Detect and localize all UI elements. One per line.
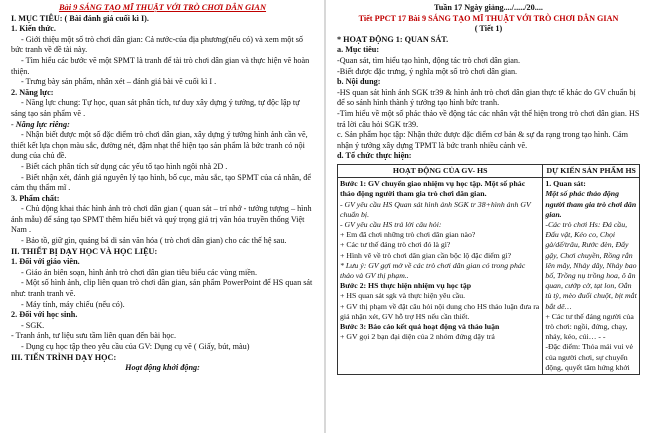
text-line: -Các trò chơi Hs: Đá cầu, Đấu vật, Kéo co, Chọi gà/dế/trâu, Rước đèn, Đẩy gậy, Chơi chuyền, Rồng rắn lên mây, Nhảy dây, Nhảy bao bố, Trồng nụ trồng hoa, ô ăn quan, cướp cờ, tạt lon, Oẳn tù tỳ, mèo đuổi chuột, bịt mắt bắt dê… <box>545 219 637 311</box>
text-line: Một số phác thảo động người tham gia trò chơi dân gian. <box>545 189 637 219</box>
text-line: + HS quan sát sgk và thực hiện yêu cầu. <box>340 291 466 301</box>
right-lines <box>337 35 640 162</box>
text-line: - SGK. <box>21 320 45 330</box>
text-line: b. Nội dung: <box>337 77 381 87</box>
text-line: 1. Kiến thức. <box>11 24 56 34</box>
product-cell <box>543 178 640 375</box>
text-line: 1. Đối với giáo viên. <box>11 257 80 267</box>
text-line: II. THIẾT BỊ DẠY HỌC VÀ HỌC LIỆU: <box>11 246 158 256</box>
text-line: -HS quan sát hình ảnh SGK tr39 & hình ảnh trò chơi dân gian thực tế khác do GV chuẩn bị để so sánh hình thành ý tưởng tạo hình bức tranh. <box>337 87 636 108</box>
table-row <box>338 178 640 375</box>
activity-table <box>337 164 640 375</box>
right-page-content <box>326 0 650 375</box>
lesson-subheading: ( Tiết 1) <box>474 24 503 34</box>
text-line: -Quan sát, tìm hiểu tạo hình, động tác trò chơi dân gian. <box>337 55 521 65</box>
text-line: + Hình vẽ về trò chơi dân gian cần bộc lộ đặc điểm gì? <box>340 250 512 260</box>
text-line: - Chủ động khai thác hình ảnh trò chơi dân gian ( quan sát – trí nhớ - tưởng tượng – hình ảnh mẫu) để sáng tạo SPMT thêm hiểu biết và quý trọng giá trị văn hóa truyền thống Việt Nam . <box>11 204 312 235</box>
text-line: - Biết nhận xét, đánh giá nguyên lý tạo hình, bố cục, màu sắc, tạo SPMT của cá nhân, để cảm thụ thẩm mĩ . <box>11 172 311 193</box>
text-line: 2. Đối với học sinh. <box>11 310 78 320</box>
text-line: - Năng lực riêng: <box>11 119 70 129</box>
text-line: Bước 1: GV chuyển giao nhiệm vụ học tập. Một số phác thảo động người tham gia trò chơi dân gian. <box>340 179 526 199</box>
lesson-title: Bài 9 SÁNG TẠO MĨ THUẬT VỚI TRÒ CHƠI DÂN GIAN <box>58 3 267 12</box>
left-document-page <box>0 0 324 433</box>
text-line: 2. Năng lực: <box>11 87 54 97</box>
right-document-page <box>326 0 650 433</box>
text-line: - Máy tính, máy chiếu (nếu có). <box>21 299 125 309</box>
table-header-product: DỰ KIẾN SẢN PHẨM HS <box>543 164 640 177</box>
text-line: * Lưu ý: GV gợi mở về các trò chơi dân gian có trong phác thảo và GV thị phạm.. <box>340 260 526 280</box>
text-line: - GV yêu cầu HS trả lời câu hỏi: <box>340 219 442 229</box>
text-line: -Tìm hiểu về một số phác thảo về động tác các nhân vật thể hiện trong trò chơi dân gian. HS trả lời câu hỏi SGK tr39. <box>337 108 640 129</box>
text-line: - Biết cách phân tích sử dụng các yếu tố tạo hình ngôi nhà 2D . <box>21 161 228 171</box>
text-line: - Tranh ảnh, tư liệu sưu tầm liên quan đến bài học. <box>11 331 177 341</box>
text-line: - Nhận biết được một số đặc điểm trò chơi dân gian, xây dựng ý tưởng hình ảnh cần vẽ, thiết kết lựa chọn màu sắc, đường nét, đậm nhạt thể hiện tạo sản phẩm là bức tranh có nội dung của chủ đề. <box>11 130 308 161</box>
text-line: Hoạt động khởi động: <box>125 363 200 373</box>
text-line: - Năng lực chung: Tự học, quan sát phân tích, tư duy xây dựng ý tưởng, tự độc lập tự sáng tạo sản phẩm vẽ . <box>11 98 300 118</box>
text-line: d. Tổ chức thực hiện: <box>337 151 412 161</box>
text-line: + GV gọi 2 bạn đại diện của 2 nhóm đứng dậy trả <box>340 332 495 342</box>
text-line: III. TIẾN TRÌNH DẠY HỌC: <box>11 352 117 362</box>
left-page-content <box>0 0 324 374</box>
left-lines <box>11 14 314 374</box>
text-line: - GV yêu cầu HS Quan sát hình ảnh SGK tr 38+hình ảnh GV chuẩn bị. <box>340 199 531 219</box>
table-header-activity: HOẠT ĐỘNG CỦA GV- HS <box>338 164 543 177</box>
text-line: I. MỤC TIÊU: ( Bài đánh giá cuối kì I). <box>11 13 149 23</box>
table-header-row <box>338 164 640 177</box>
text-line: Bước 2: HS thực hiện nhiệm vụ học tập <box>340 281 472 291</box>
text-line: * HOẠT ĐỘNG 1: QUAN SÁT. <box>337 34 449 44</box>
text-line: 3. Phẩm chất: <box>11 193 60 203</box>
text-line: a. Mục tiêu: <box>337 45 380 55</box>
text-line: + Các tư thế đáng người của trò chơi: ngồi, đứng, chạy, nhảy, kéo, cúi… - - <box>545 311 634 342</box>
text-line: c. Sản phẩm học tập: Nhận thức được đặc điểm cơ bản & sự đa rạng trong tạo hình. Cảm nhận ý tưởng xây dựng TPMT là bức tranh nhiều cảnh vẽ. <box>337 130 628 150</box>
text-line: - Giới thiệu một số trò chơi dân gian: Cả nước-của địa phương(nếu có) và xem một số bức tranh về đề tài này. <box>11 34 303 55</box>
text-line: - Bảo tồ, giữ gìn, quảng bá di sản văn hóa ( trò chơi dân gian) cho các thế hệ sau. <box>21 236 287 246</box>
text-line: 1. Quan sát: <box>545 179 586 189</box>
text-line: + Em đã chơi những trò chơi dân gian nào? <box>340 230 476 240</box>
text-line: - Tìm hiểu các bước vẽ một SPMT là tranh để tài trò chơi dân gian và thực hiện vẽ hoàn thiện. <box>11 55 310 76</box>
text-line: + Các tư thế đáng trò chơi đó là gì? <box>340 240 451 250</box>
text-line: + GV thị phạm về đặt câu hỏi nội dung cho HS thảo luận đưa ra giá nhận xét, GV hỗ trợ HS nếu cần thiết. <box>340 301 540 321</box>
lesson-heading: Tiết PPCT 17 Bài 9 SÁNG TẠO MĨ THUẬT VỚI TRÒ CHƠI DÂN GIAN <box>358 13 619 23</box>
week-line: Tuần 17 Ngày giảng..../...../20.... <box>434 3 543 12</box>
text-line: -Đặc điểm: Thỏa mái vui vẻ của người chơi, sự chuyển động, quyết tâm hứng khởi <box>545 342 633 372</box>
text-line: - Dụng cụ học tập theo yêu cầu của GV: Dụng cụ vẽ ( Giấy, bút, màu) <box>21 342 250 351</box>
activity-cell <box>338 178 543 375</box>
text-line: - Một số hình ảnh, clip liên quan trò chơi dân gian, sản phẩm PowerPoint để HS quan sát như: tranh tranh vẽ. <box>11 278 313 299</box>
text-line: - Giáo án biên soạn, hình ảnh trò chơi dân gian tiêu biểu các vùng miền. <box>21 267 258 277</box>
text-line: - Trưng bày sản phẩm, nhân xét – đánh giá bài vẽ cuối kì I . <box>21 77 217 87</box>
text-line: -Biết được đặc trưng, ý nghĩa một số trò chơi dân gian. <box>337 66 518 76</box>
text-line: Bước 3: Báo cáo kết quả hoạt động và thảo luận <box>340 321 500 331</box>
